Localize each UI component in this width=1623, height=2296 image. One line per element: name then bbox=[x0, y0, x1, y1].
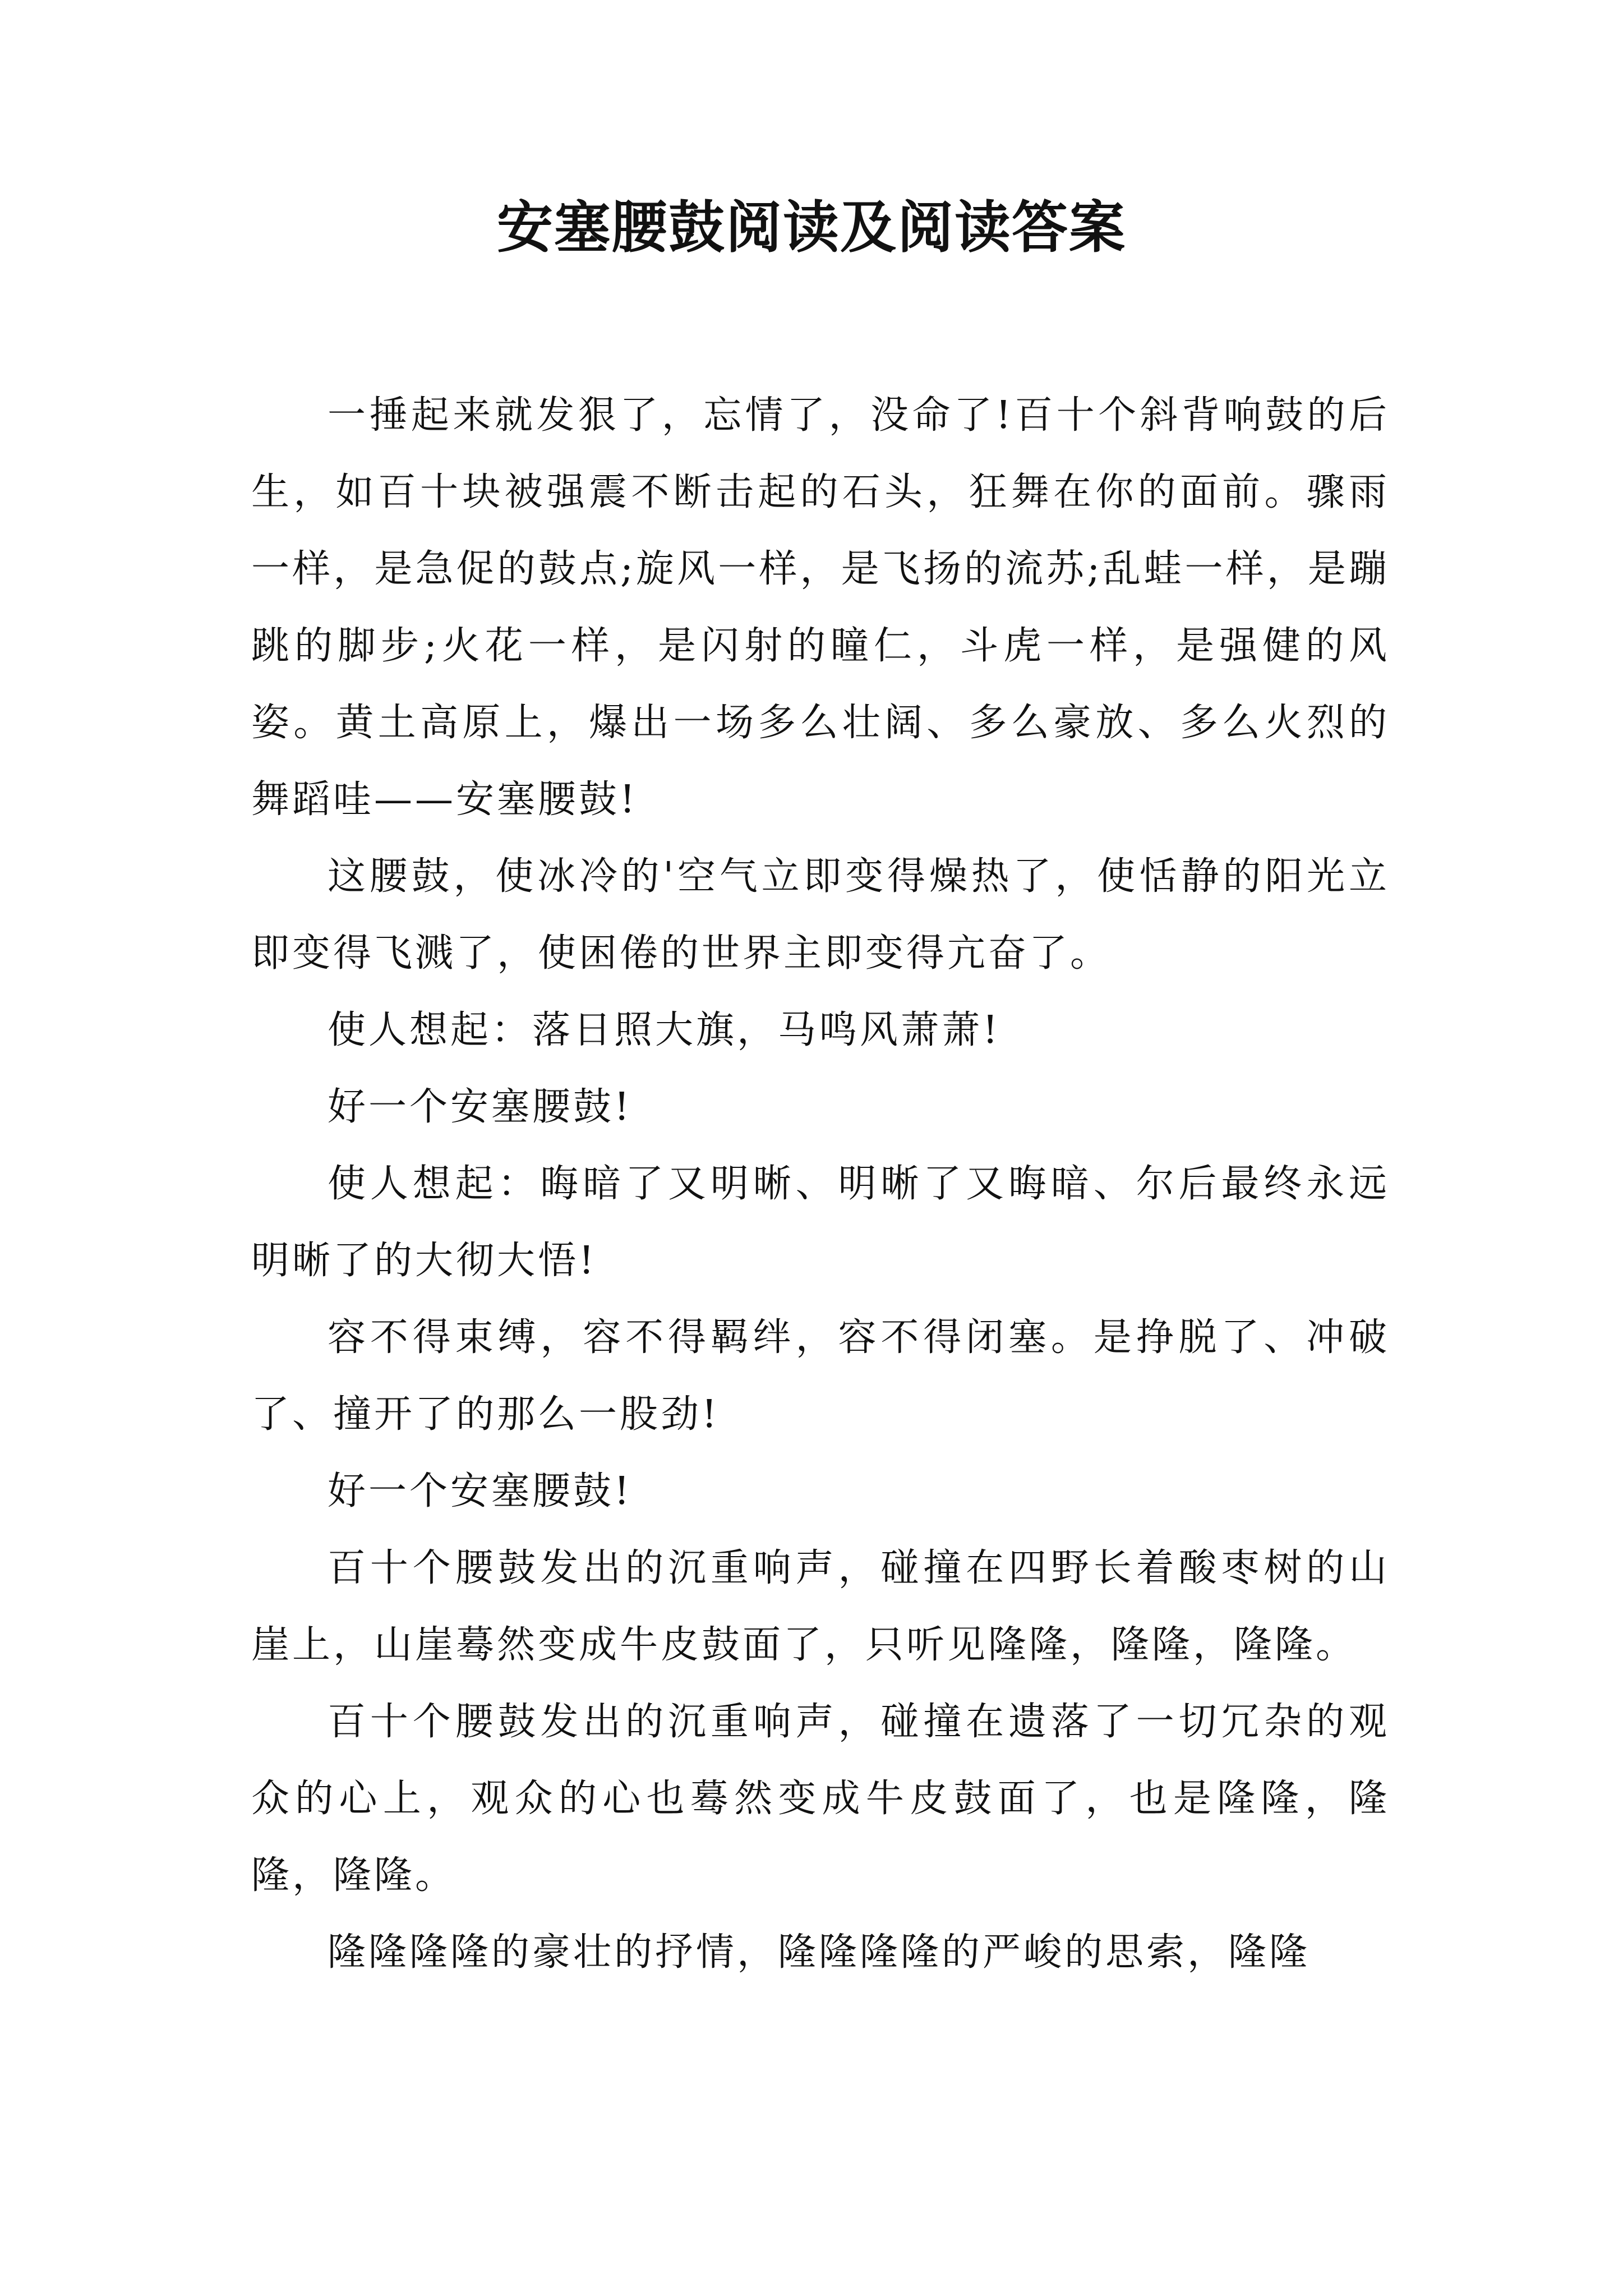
paragraph: 百十个腰鼓发出的沉重响声，碰撞在遗落了一切冗杂的观众的心上，观众的心也蓦然变成牛皮鼓面了，也是隆隆，隆隆，隆隆。 bbox=[251, 1700, 1390, 1898]
paragraph: 百十个腰鼓发出的沉重响声，碰撞在四野长着酸枣树的山崖上，山崖蓦然变成牛皮鼓面了，只听见隆隆，隆隆，隆隆。 bbox=[251, 1546, 1390, 1667]
document-title: 安塞腰鼓阅读及阅读答案 bbox=[497, 194, 1126, 260]
paragraph: 使人想起：落日照大旗，马鸣风萧萧! bbox=[328, 1008, 1001, 1052]
paragraph: 好一个安塞腰鼓! bbox=[328, 1469, 633, 1513]
document-body bbox=[251, 377, 1390, 1991]
paragraph: 容不得束缚，容不得羁绊，容不得闭塞。是挣脱了、冲破了、撞开了的那么一股劲! bbox=[251, 1315, 1390, 1437]
paragraph: 好一个安塞腰鼓! bbox=[328, 1085, 633, 1129]
paragraph: 隆隆隆隆的豪壮的抒情，隆隆隆隆的严峻的思索，隆隆 bbox=[328, 1930, 1311, 1975]
paragraph: 使人想起：晦暗了又明晰、明晰了又晦暗、尔后最终永远明晰了的大彻大悟! bbox=[251, 1162, 1390, 1283]
paragraph: 这腰鼓，使冰冷的'空气立即变得燥热了，使恬静的阳光立即变得飞溅了，使困倦的世界主即变得亢奋了。 bbox=[251, 854, 1390, 976]
paragraph: 一捶起来就发狠了，忘情了，没命了!百十个斜背响鼓的后生，如百十块被强震不断击起的石头，狂舞在你的面前。骤雨一样，是急促的鼓点;旋风一样，是飞扬的流苏;乱蛙一样，是蹦跳的脚步;火花一样，是闪射的瞳仁，斗虎一样，是强健的风姿。黄土高原上，爆出一场多么壮阔、多么豪放、多么火烈的舞蹈哇——安塞腰鼓! bbox=[251, 393, 1390, 822]
